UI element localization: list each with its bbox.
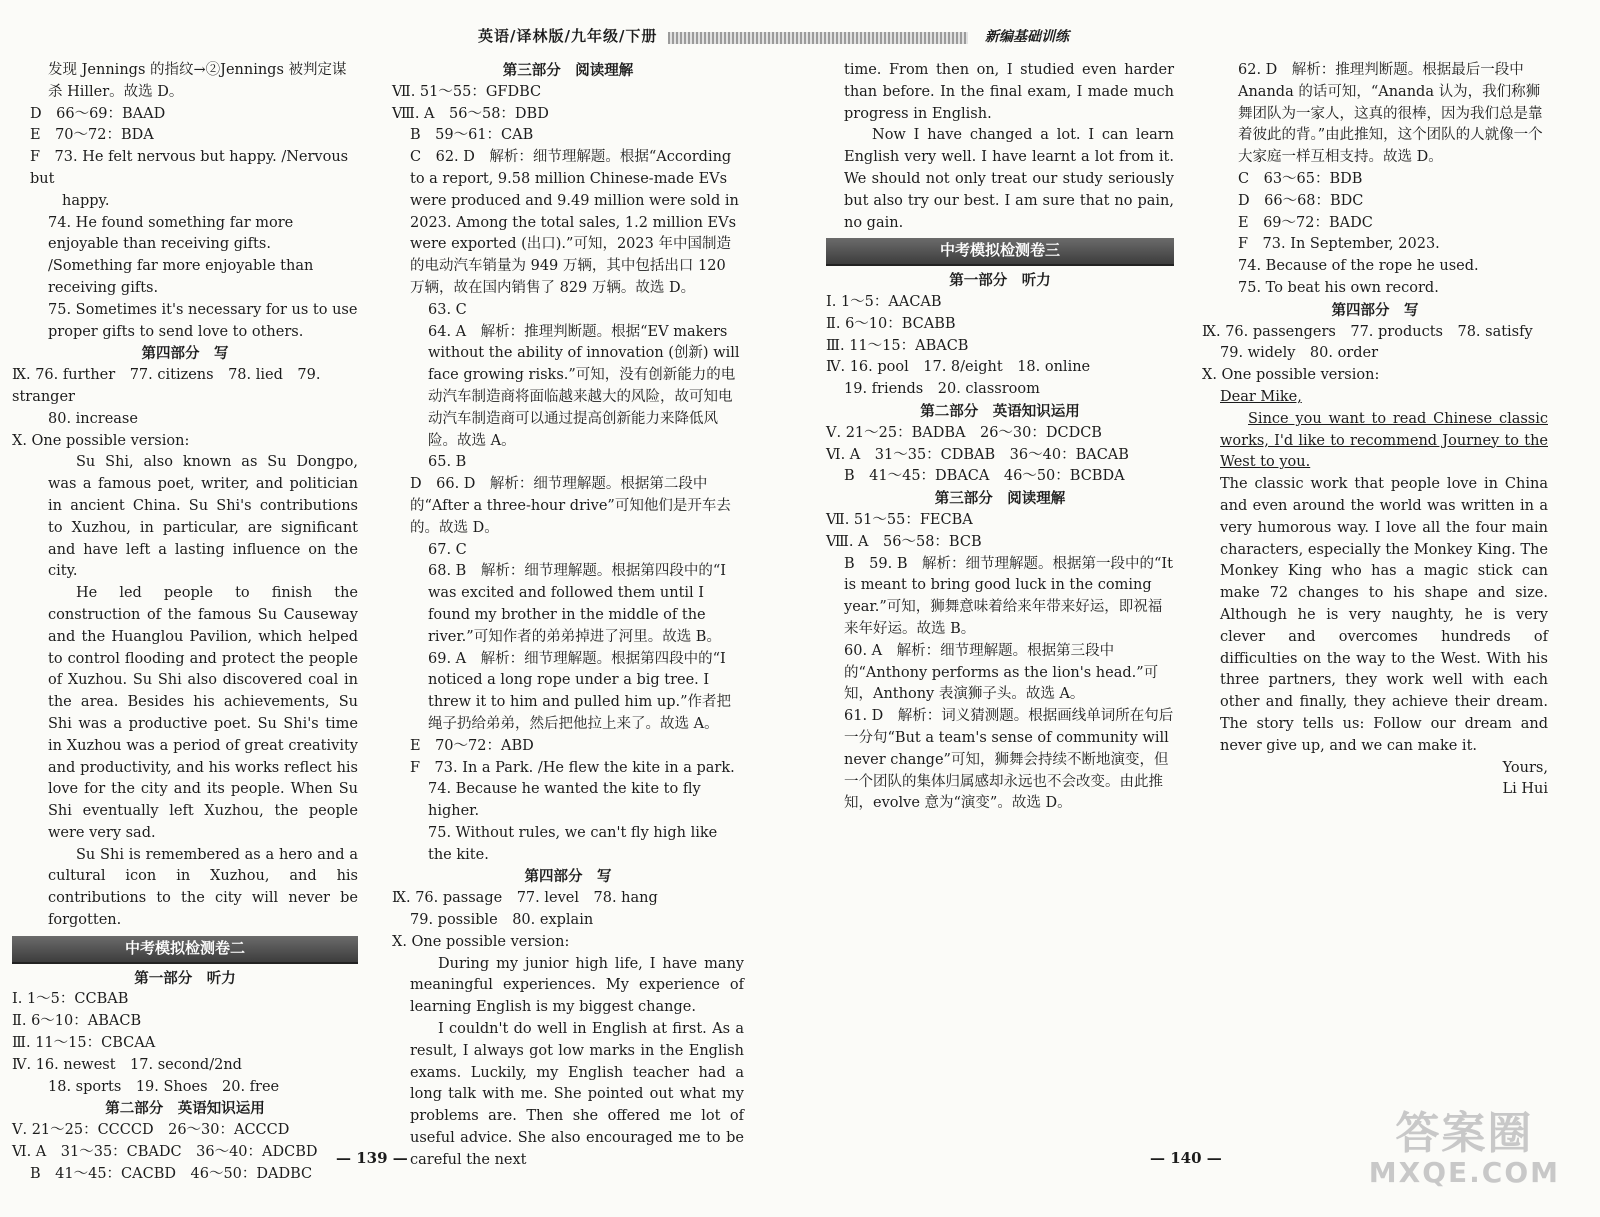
answer-line: Ⅷ. A 56～58：BCB (826, 533, 982, 550)
answer-line: 75. Without rules, we can't fly high like the kite. (428, 824, 718, 863)
answer-line: 79. possible 80. explain (410, 912, 594, 929)
explanation: B 59. B 解析：细节理解题。根据第一段中的“It is meant to bring good luck in the coming year.”可知，狮舞意味着给来年带来好运，即祝福来年好运。故选 B。 (844, 555, 1173, 637)
section-heading: 第二部分 英语知识运用 (105, 1100, 265, 1118)
answer-line: E 70～72：ABD (410, 737, 534, 754)
book-title: 英语/译林版/九年级/下册 (478, 27, 658, 45)
answer-line: 75. To beat his own record. (1238, 279, 1439, 296)
answer-line: Ⅳ. 16. pool 17. 8/eight 18. online (826, 359, 1091, 376)
exam-banner: 中考模拟检测卷二 (12, 936, 358, 964)
letter-salutation: Dear Mike, (1220, 388, 1302, 405)
section-heading: 第四部分 写 (141, 345, 229, 363)
answer-line: 18. sports 19. Shoes 20. free (48, 1078, 280, 1095)
answer-line: 79. widely 80. order (1220, 345, 1379, 362)
explanation: 61. D 解析：词义猜测题。根据画线单词所在句后一分句“But a team's sense of community will never change”可知，狮舞会持续不断地演变，但一个团队的集体归属感却永远也不会改变。由此推知，evolve 意为“演变”。故选 D。 (844, 708, 1174, 812)
answer-line: B 41～45：DBACA 46～50：BCBDA (844, 468, 1125, 485)
explanation: 69. A 解析：细节理解题。根据第四段中的“I noticed a long rope under a big tree. I threw it to him and pulled him up.”作者把绳子扔给弟弟，然后把他拉上来了。故选 A。 (428, 650, 731, 732)
answer-line: Ⅸ. 76. passengers 77. products 78. satisfy (1202, 323, 1533, 340)
answer-line: Ⅷ. A 56～58：DBD (392, 105, 549, 122)
exam-banner: 中考模拟检测卷三 (826, 238, 1174, 266)
answer-line: happy. (62, 192, 110, 209)
answer-line: 发现 Jennings 的指纹→②Jennings 被判定谋 (48, 62, 347, 78)
column-3 (826, 60, 1174, 815)
site-watermark (1368, 1108, 1560, 1189)
answer-line: Ⅴ. 21～25：BADBA 26～30：DCDCB (826, 424, 1102, 441)
section-heading: 第三部分 阅读理解 (502, 62, 634, 79)
explanation: D 66. D 解析：细节理解题。根据第二段中的“After a three-hour drive”可知他们是开车去的。故选 D。 (410, 476, 731, 536)
answer-line: E 69～72：BADC (1238, 214, 1373, 231)
letter-signature: Li Hui (1502, 781, 1548, 798)
page-header (440, 26, 1140, 48)
section-heading: 第三部分 阅读理解 (934, 490, 1066, 508)
watermark-url: MXQE.COM (1368, 1155, 1560, 1189)
answer-line: F 73. In September, 2023. (1238, 236, 1440, 253)
answer-line: F 73. He felt nervous but happy. /Nervous but (30, 149, 349, 187)
answer-line: 74. Because of the rope he used. (1238, 258, 1479, 275)
answer-line: Ⅶ. 51～55：GFDBC (392, 83, 542, 100)
section-heading: 第一部分 听力 (949, 272, 1051, 290)
section-heading: 第四部分 写 (524, 868, 612, 886)
column-4 (1202, 60, 1548, 801)
answer-line: Ⅶ. 51～55：FECBA (826, 511, 973, 528)
answer-line: 80. increase (48, 410, 138, 427)
series-brand: 新编基础训练 (985, 29, 1069, 45)
answer-line: Ⅵ. A 31～35：CBADC 36～40：ADCBD (12, 1144, 318, 1161)
essay-paragraph: I couldn't do well in English at first. As a result, I always got low marks in the English exams. Luckily, my English teacher had a long talk with me. She pointed out what my problems are. Then she offered me lot of useful advice. She also encouraged me to be careful the next (410, 1021, 744, 1168)
essay-paragraph: During my junior high life, I have many meaningful experiences. My experience of learning English is my biggest change. (410, 955, 744, 1016)
essay-paragraph: Now I have changed a lot. I can learn English very well. I have learnt a lot from it. We should not only treat our study seriously but also try our best. I am sure that no pain, no gain. (844, 127, 1174, 231)
section-heading: 第二部分 英语知识运用 (920, 402, 1080, 420)
section-heading: 第一部分 听力 (134, 969, 236, 987)
explanation: 64. A 解析：推理判断题。根据“EV makers without the ability of innovation (创新) will face growing risks.”可知，没有创新能力的电动汽车制造商将面临越来越大的风险，故可知电动汽车制造商可以通过提高创新能力来降低风险。故选 A。 (428, 323, 740, 449)
answer-line: B 41～45：CACBD 46～50：DADBC (30, 1165, 313, 1182)
answer-line: Ⅱ. 6～10：ABACB (12, 1013, 142, 1030)
answer-line: 74. Because he wanted the kite to fly higher. (428, 781, 701, 820)
page-number-right: — 140 — (1150, 1149, 1222, 1167)
answer-line: 74. He found something far more enjoyable than receiving gifts. /Something far more enjoyable than receiving gifts. (48, 214, 314, 296)
column-1 (12, 60, 358, 1186)
page-number-left: — 139 — (336, 1149, 408, 1167)
answer-line: E 70～72：BDA (30, 127, 154, 144)
answer-line: Ⅲ. 11～15：ABACB (826, 337, 969, 354)
essay-paragraph: He led people to finish the construction of the famous Su Causeway and the Huanglou Pavilion, which helped to control flooding and protect the people of Xuzhou. Su Shi also discovered coal in the area. Besides his achievements, Su Shi was a productive poet. Su Shi's time in Xuzhou was a period of great creativity and productivity, and his works reflect his love for the city and its people. When Su Shi eventually left Xuzhou, the people were very sad. (48, 585, 358, 841)
essay-paragraph: Since you want to read Chinese classic works, I'd like to recommend Journey to the West to you. (1220, 410, 1548, 471)
explanation: 62. D 解析：推理判断题。根据最后一段中 Ananda 的话可知，“Ananda 认为，我们称狮舞团队为一家人，这真的很棒，因为我们总是靠着彼此的背。”由此推知，这个团队的人就像一个大家庭一样互相支持。故选 D。 (1238, 62, 1543, 166)
answer-line: B 59～61：CAB (410, 127, 534, 144)
column-2 (392, 60, 744, 1172)
answer-line: 67. C (428, 541, 467, 558)
answer-line: 63. C (428, 301, 467, 318)
answer-line: Ⅹ. One possible version: (1202, 367, 1380, 384)
explanation: 68. B 解析：细节理解题。根据第四段中的“I was excited and followed them until I found my brother in the middle of the river.”可知作者的弟弟掉进了河里。故选 B。 (428, 563, 726, 645)
answer-line: D 66～69：BAAD (30, 105, 166, 122)
header-decoration (668, 32, 968, 44)
answer-line: Ⅲ. 11～15：CBCAA (12, 1035, 156, 1052)
explanation: 60. A 解析：细节理解题。根据第三段中的“Anthony performs as the lion's head.”可知，Anthony 表演狮子头。故选 A。 (844, 642, 1159, 703)
answer-line: 65. B (428, 454, 467, 471)
essay-paragraph: Su Shi is remembered as a hero and a cultural icon in Xuzhou, and his contributions to the city will never be forgotten. (48, 846, 358, 929)
essay-paragraph: time. From then on, I studied even harder than before. In the final exam, I made much progress in English. (844, 62, 1174, 122)
answer-line: Ⅹ. One possible version: (12, 432, 190, 449)
answer-line: Ⅸ. 76. passage 77. level 78. hang (392, 890, 658, 907)
explanation: C 62. D 解析：细节理解题。根据“According to a report, 9.58 million Chinese-made EVs were produced and 9.49 million were sold in 2023. Among the total sales, 1.2 million EVs were exported (出口).”可知，2023 年中国制造的电动汽车销量为 949 万辆，其中包括出口 120 万辆，故在国内销售了 829 万辆。故选 D。 (410, 149, 739, 296)
answer-line: Ⅴ. 21～25：CCCCD 26～30：ACCCD (12, 1122, 290, 1139)
answer-line: Ⅰ. 1～5：AACAB (826, 293, 942, 310)
answer-line: Ⅹ. One possible version: (392, 933, 570, 950)
answer-line: Ⅱ. 6～10：BCABB (826, 315, 956, 332)
answer-line: 75. Sometimes it's necessary for us to use proper gifts to send love to others. (48, 301, 358, 340)
answer-line: 19. friends 20. classroom (844, 381, 1040, 398)
answer-line: C 63～65：BDB (1238, 170, 1363, 187)
answer-line: 杀 Hiller。故选 D。 (48, 83, 184, 100)
answer-line: Ⅸ. 76. further 77. citizens 78. lied 79. stranger (12, 367, 321, 405)
answer-line: Ⅵ. A 31～35：CDBAB 36～40：BACAB (826, 446, 1129, 463)
section-heading: 第四部分 写 (1331, 301, 1419, 319)
essay-paragraph: The classic work that people love in China and even around the world was written in a very humorous way. I love all the four main characters, especially the Monkey King. The Monkey King who has a magic stick can make 72 changes to his shape and size. Although he is very naughty, he is very clever and overcomes hundreds of difficulties on the way to the West. With his three partners, they work well with each other and finally, they achieve their dream. The story tells us: Follow our dream and never give up, and we can make it. (1220, 476, 1548, 754)
answer-line: F 73. In a Park. /He flew the kite in a park. (410, 759, 735, 776)
answer-line: D 66～68：BDC (1238, 192, 1364, 209)
answer-line: Ⅰ. 1～5：CCBAB (12, 991, 129, 1008)
essay-paragraph: Su Shi, also known as Su Dongpo, was a famous poet, writer, and politician in ancient China. Su Shi's contributions to Xuzhou, in particular, are significant and have left a lasting influence on the city. (48, 454, 358, 580)
answer-line: Ⅳ. 16. newest 17. second/2nd (12, 1056, 242, 1073)
watermark-logo: 答案圈 (1395, 1108, 1534, 1160)
letter-closing: Yours, (1502, 759, 1548, 776)
